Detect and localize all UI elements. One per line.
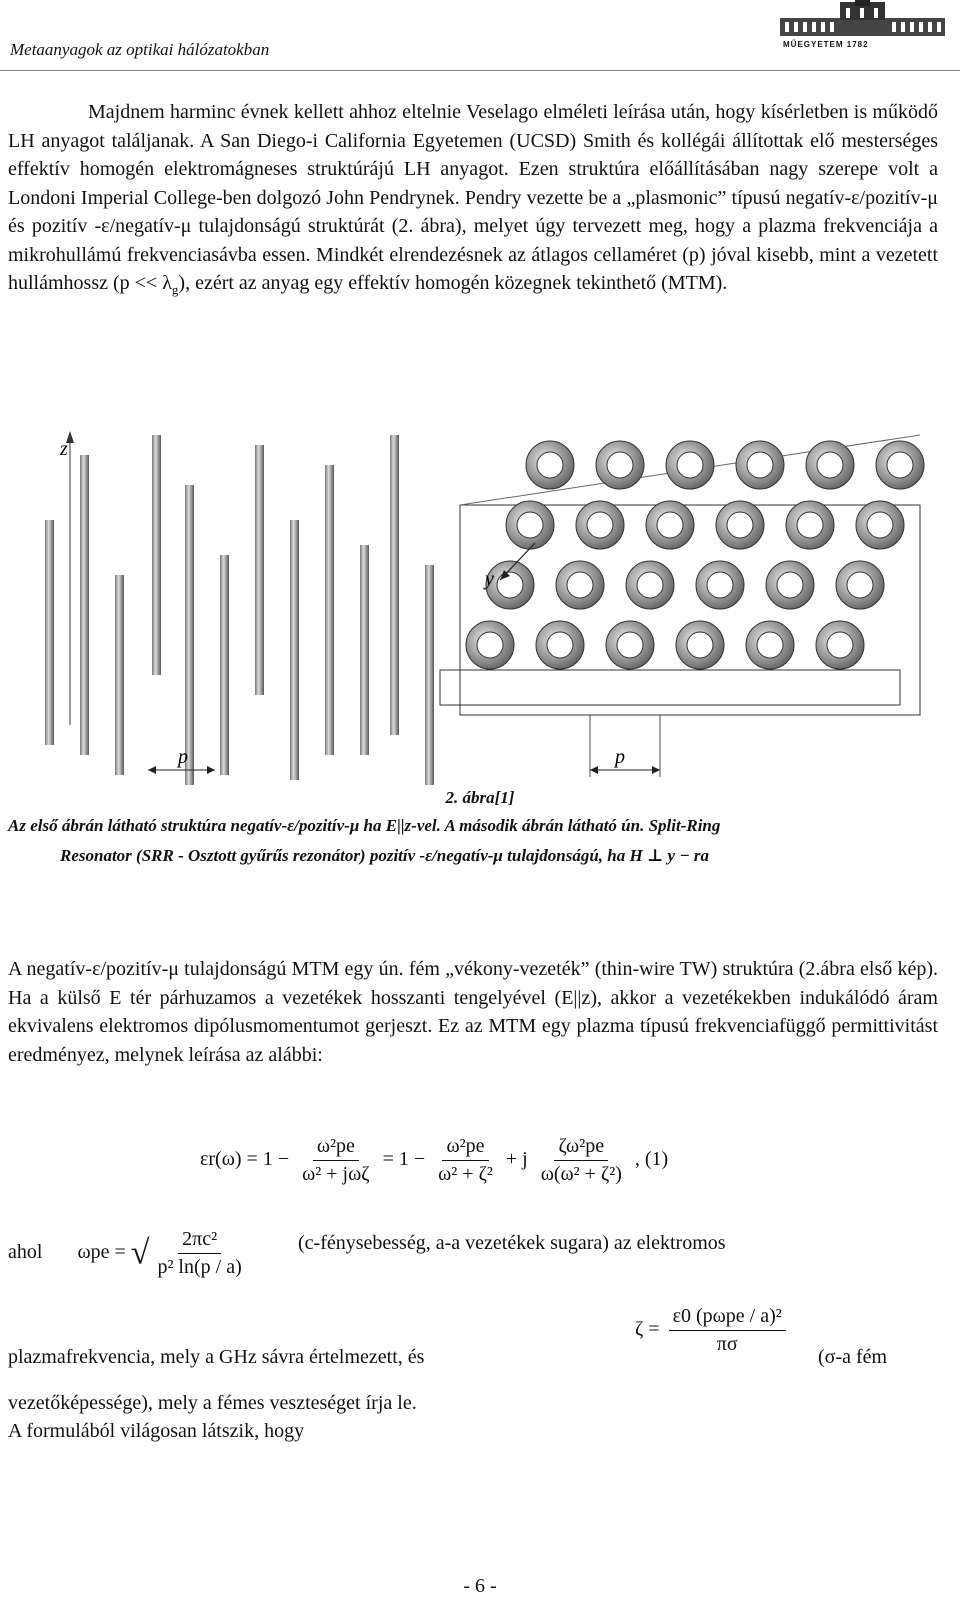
- figure-2-structures: [30, 425, 950, 795]
- logo-caption: MŰEGYETEM 1782: [783, 40, 869, 49]
- srr-ring-hole: [637, 572, 663, 598]
- axis-y-label: y: [485, 568, 494, 590]
- srr-ring-hole: [867, 512, 893, 538]
- running-header: Metaanyagok az optikai hálózatokban: [10, 40, 270, 59]
- equation-1: εr(ω) = 1 − $\frac{\text{ω²pe}}{\text{ω² + jωζ}}$ = 1 − $\frac{\text{ω²pe}}{\text{ω² + ζ²}}$ + j $\frac{\text{ζω²pe}}{\text{ω(ω² + ζ²)}}$ , (1): [200, 1135, 669, 1185]
- sigma-note: (σ-a fém: [818, 1346, 888, 1368]
- plasma-frequency-sentence: plazmafrekvencia, mely a GHz sávra értelmezett, és: [8, 1346, 425, 1368]
- srr-ring-hole: [497, 572, 523, 598]
- header-rule: [0, 70, 960, 71]
- srr-ring-hole: [547, 632, 573, 658]
- srr-ring-hole: [827, 632, 853, 658]
- srr-ring-hole: [617, 632, 643, 658]
- srr-ring-hole: [757, 632, 783, 658]
- plasma-frequency-definition: ahol ωpe = √ $\frac{\text{2πc²}}{\text{p² ln(p / a)}}$: [8, 1228, 242, 1278]
- closing-line-1: vezetőképessége), mely a fémes veszteséget írja le.: [8, 1392, 417, 1414]
- srr-ring-hole: [587, 512, 613, 538]
- srr-ring-hole: [747, 452, 773, 478]
- srr-ring-hole: [517, 512, 543, 538]
- srr-ring-hole: [727, 512, 753, 538]
- srr-ring-hole: [477, 632, 503, 658]
- thin-wire-array: [45, 431, 434, 785]
- caption-line-2: Resonator (SRR - Osztott gyűrűs rezonátor) pozitív -ε/negatív-μ tulajdonságú, ha H ⊥ y − ra: [60, 846, 709, 865]
- closing-line-2: A formulából világosan látszik, hogy: [8, 1420, 305, 1442]
- srr-ring-hole: [537, 452, 563, 478]
- srr-ring-hole: [657, 512, 683, 538]
- srr-rings: [466, 441, 924, 669]
- plasma-frequency-text: (c-fénysebesség, a-a vezetékek sugara) az elektromos: [298, 1232, 726, 1254]
- page-number: - 6 -: [463, 1575, 497, 1597]
- thin-wire-paragraph: A negatív-ε/pozitív-μ tulajdonságú MTM egy ún. fém „vékony-vezeték” (thin-wire TW) struktúra (2.ábra első kép). Ha a külső E tér párhuzamos a vezetékek hosszanti tengelyével (E||z), akkor a vezetékekben indukálódó áram ekvivalens elektromos dipólusmomentumot gerjeszt. Ez az MTM egy plazma típusú frekvenciafüggő permittivitást eredményez, melynek leírása az alábbi:: [8, 958, 938, 1066]
- srr-ring-hole: [567, 572, 593, 598]
- caption-line-1: Az első ábrán látható struktúra negatív-ε/pozitív-μ ha E||z-vel. A második ábrán látható ún. Split-Ring: [8, 816, 721, 835]
- period-label-left: p: [178, 746, 188, 768]
- srr-ring-hole: [677, 452, 703, 478]
- srr-ring-hole: [707, 572, 733, 598]
- axis-z-label: z: [60, 438, 68, 460]
- srr-ring-hole: [687, 632, 713, 658]
- srr-ring-hole: [847, 572, 873, 598]
- zeta-equation: ζ = $\frac{\text{ε0 (pωpe / a)²}}{\pi\sigma}$: [635, 1305, 790, 1356]
- srr-ring-hole: [797, 512, 823, 538]
- srr-ring-hole: [817, 452, 843, 478]
- srr-ring-hole: [777, 572, 803, 598]
- intro-paragraph: Majdnem harminc évnek kellett ahhoz eltelnie Veselago elméleti leírása után, hogy kísérletben is működő LH anyagot találjanak. A San Diego-i California Egyetemen (UCSD) Smith és kollégái állítottak elő mesterséges effektív homogén elektromágneses struktúrájú LH anyagot. Ezen struktúra előállításában nagy szerepe volt a Londoni Imperial College-ben dolgozó John Pendrynek. Pendry vezette be a „plasmonic” típusú negatív-ε/pozitív-μ és pozitív -ε/negatív-μ tulajdonságú struktúrát (2. ábra), melyet úgy tervezett meg, hogy a plazma frekvenciája a mikrohullámú frekvenciasávba essen. Mindkét elrendezésnek az átlagos cellaméret (p) jóval kisebb, mint a vezetett hullámhossz $(p << \lambda_g)$, ezért az anyag egy effektív homogén közegnek tekinthető (MTM).: [8, 101, 938, 297]
- period-label-right: p: [615, 746, 625, 768]
- srr-ring-hole: [887, 452, 913, 478]
- figure-number: 2. ábra[1]: [445, 788, 515, 807]
- srr-ring-hole: [607, 452, 633, 478]
